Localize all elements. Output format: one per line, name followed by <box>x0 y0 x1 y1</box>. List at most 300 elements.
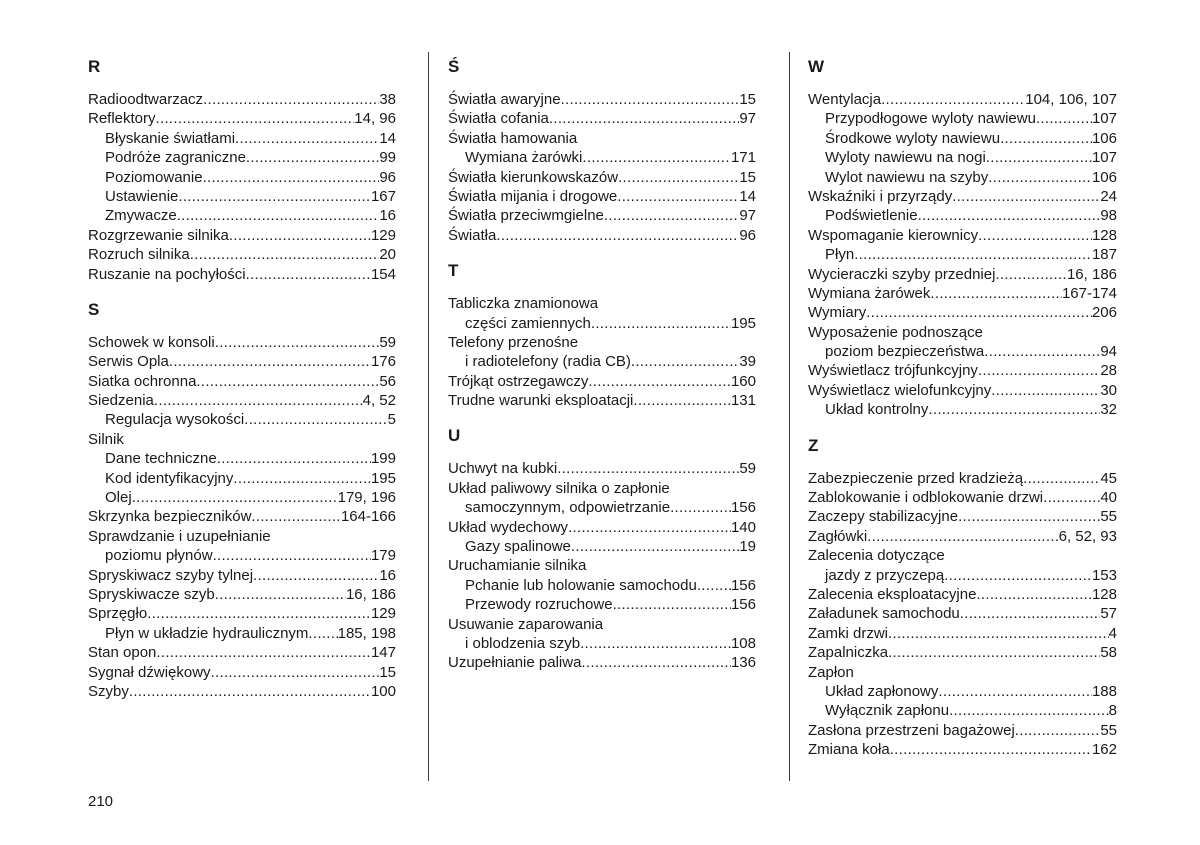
entry-page-ref: 5 <box>387 411 396 429</box>
entry-label: Światła cofania <box>448 110 549 128</box>
index-entry <box>808 721 1117 740</box>
entry-page-ref: 136 <box>730 654 756 672</box>
section-spacer <box>448 410 756 421</box>
entry-page-ref: 32 <box>1100 401 1117 419</box>
index-entry <box>808 90 1117 109</box>
entry-page-ref: 187 <box>1091 246 1117 264</box>
entry-label: Radioodtwarzacz <box>88 91 204 108</box>
dot-leader <box>571 537 739 556</box>
entry-page-ref: 106 <box>1091 129 1117 147</box>
entry-label: Światła awaryjne <box>448 91 561 108</box>
entry-page-ref: 6, 52, 93 <box>1058 527 1117 545</box>
index-entry <box>808 624 1117 643</box>
entry-page-ref: 58 <box>1100 644 1117 662</box>
dot-leader <box>888 643 1100 662</box>
entry-label: Gazy spalinowe <box>465 538 571 556</box>
entry-label: Trójkąt ostrzegawczy <box>448 372 589 390</box>
index-entry <box>448 90 756 109</box>
dot-leader <box>582 148 731 167</box>
dot-leader <box>229 226 371 245</box>
dot-leader <box>1043 488 1100 507</box>
entry-label: Zablokowanie i odblokowanie drzwi <box>808 489 1044 507</box>
entry-label: Zalecenia eksploatacyjne <box>808 585 977 603</box>
index-entry <box>88 90 396 109</box>
index-subentry <box>808 701 1117 720</box>
entry-label: Światła mijania i drogowe <box>448 187 618 205</box>
dot-leader <box>613 595 731 614</box>
index-entry <box>808 643 1117 662</box>
entry-page-ref: 100 <box>370 682 396 700</box>
index-entry <box>88 109 396 128</box>
entry-page-ref: 59 <box>379 333 396 351</box>
entry-page-ref: 160 <box>730 372 756 390</box>
index-entry <box>88 643 396 662</box>
dot-leader <box>568 518 731 537</box>
entry-page-ref: 128 <box>1091 226 1117 244</box>
dot-leader <box>549 109 739 128</box>
index-subentry <box>808 206 1117 225</box>
dot-leader <box>958 507 1100 526</box>
index-entry <box>88 682 396 701</box>
entry-page-ref: 14 <box>739 187 756 205</box>
entry-label: Kod identyfikacyjny <box>105 469 234 487</box>
index-entry: Zapłon <box>808 663 854 681</box>
dot-leader <box>203 168 380 187</box>
index-subentry <box>448 352 756 371</box>
index-subentry <box>808 168 1117 187</box>
dot-leader <box>1000 129 1092 148</box>
entry-page-ref: 20 <box>379 246 396 264</box>
index-entry <box>808 361 1117 380</box>
page-number: 210 <box>88 793 114 810</box>
entry-page-ref: 14, 96 <box>354 110 396 128</box>
entry-label: Spryskiwacze szyb <box>88 585 215 603</box>
entry-label: Serwis Opla <box>88 353 169 371</box>
index-column-2 <box>448 52 756 673</box>
entry-page-ref: 57 <box>1100 605 1117 623</box>
entry-page-ref: 140 <box>730 518 756 536</box>
entry-page-ref: 97 <box>739 207 756 225</box>
entry-page-ref: 154 <box>370 265 396 283</box>
dot-leader <box>995 265 1067 284</box>
entry-page-ref: 55 <box>1100 508 1117 526</box>
entry-label: Schowek w konsoli <box>88 333 215 351</box>
index-entry <box>448 653 756 672</box>
index-entry <box>88 391 396 410</box>
entry-label: Układ kontrolny <box>825 401 929 419</box>
dot-leader <box>866 303 1092 322</box>
entry-label: Zagłówki <box>808 527 868 545</box>
index-entry <box>808 507 1117 526</box>
index-subentry <box>808 245 1117 264</box>
index-subentry <box>448 314 756 333</box>
index-entry <box>808 303 1117 322</box>
entry-label: Pchanie lub holowanie samochodu <box>465 576 697 594</box>
entry-page-ref: 167-174 <box>1061 284 1117 302</box>
entry-page-ref: 195 <box>730 314 756 332</box>
entry-label: Zapalniczka <box>808 644 889 662</box>
index-subentry <box>448 537 756 556</box>
entry-page-ref: 147 <box>370 644 396 662</box>
entry-page-ref: 131 <box>730 392 756 410</box>
entry-label: Wyloty nawiewu na nogi <box>825 149 986 167</box>
entry-page-ref: 129 <box>370 605 396 623</box>
entry-page-ref: 19 <box>739 538 756 556</box>
index-entry: Sprawdzanie i uzupełnianie <box>88 527 271 545</box>
dot-leader <box>235 129 379 148</box>
dot-leader <box>949 701 1109 720</box>
index-entry <box>88 226 396 245</box>
dot-leader <box>215 333 380 352</box>
entry-label: Światła <box>448 226 497 244</box>
index-entry <box>88 372 396 391</box>
index-entry: Tabliczka znamionowa <box>448 295 599 313</box>
index-entry <box>448 109 756 128</box>
entry-label: części zamiennych <box>465 314 591 332</box>
entry-page-ref: 128 <box>1091 585 1117 603</box>
dot-leader <box>211 663 380 682</box>
index-subentry <box>88 168 396 187</box>
dot-leader <box>156 643 371 662</box>
entry-label: Szyby <box>88 682 129 700</box>
index-subentry <box>88 488 396 507</box>
index-subentry <box>88 449 396 468</box>
index-entry <box>448 206 756 225</box>
dot-leader <box>557 459 739 478</box>
entry-label: Światła przeciwmgielne <box>448 207 604 225</box>
dot-leader <box>217 449 371 468</box>
entry-page-ref: 16, 186 <box>345 585 396 603</box>
entry-label: Ruszanie na pochyłości <box>88 265 246 283</box>
index-subentry <box>88 129 396 148</box>
entry-label: Uzupełnianie paliwa <box>448 654 582 672</box>
dot-leader <box>697 576 731 595</box>
index-entry <box>88 265 396 284</box>
index-entry: Uruchamianie silnika <box>448 557 587 575</box>
entry-label: Reflektory <box>88 110 156 128</box>
index-entry <box>88 604 396 623</box>
entry-label: Podróże zagraniczne <box>105 149 246 167</box>
entry-label: Sprzęgło <box>88 605 148 623</box>
index-entry: Telefony przenośne <box>448 333 579 351</box>
entry-label: Ustawienie <box>105 187 179 205</box>
index-entry <box>448 187 756 206</box>
dot-leader <box>928 400 1100 419</box>
entry-label: Uchwyt na kubki <box>448 460 558 478</box>
dot-leader <box>952 187 1100 206</box>
entry-page-ref: 4, 52 <box>362 392 396 410</box>
entry-page-ref: 28 <box>1100 362 1117 380</box>
index-subentry <box>808 109 1117 128</box>
dot-leader <box>1023 469 1100 488</box>
dot-leader <box>591 314 731 333</box>
dot-leader <box>588 372 731 391</box>
dot-leader <box>978 226 1092 245</box>
index-entry: Zalecenia dotyczące <box>808 547 945 565</box>
index-entry <box>808 265 1117 284</box>
index-entry: Wyposażenie podnoszące <box>808 323 983 341</box>
dot-leader <box>147 604 371 623</box>
index-entry <box>88 566 396 585</box>
entry-page-ref: 96 <box>739 226 756 244</box>
entry-label: Światła kierunkowskazów <box>448 168 619 186</box>
entry-page-ref: 104, 106, 107 <box>1025 91 1117 108</box>
entry-page-ref: 16, 186 <box>1066 265 1117 283</box>
index-subentry <box>88 187 396 206</box>
entry-page-ref: 56 <box>379 372 396 390</box>
dot-leader <box>215 585 346 604</box>
entry-page-ref: 39 <box>739 353 756 371</box>
entry-label: i radiotelefony (radia CB) <box>465 353 631 371</box>
index-entry <box>448 372 756 391</box>
entry-page-ref: 16 <box>379 207 396 225</box>
dot-leader <box>581 653 731 672</box>
entry-label: Spryskiwacz szyby tylnej <box>88 566 254 584</box>
entry-label: Regulacja wysokości <box>105 411 245 429</box>
dot-leader <box>604 206 739 225</box>
entry-label: Siedzenia <box>88 392 154 410</box>
index-subentry <box>448 595 756 614</box>
entry-page-ref: 108 <box>730 634 756 652</box>
index-entry <box>88 585 396 604</box>
entry-label: Przypodłogowe wyloty nawiewu <box>825 110 1036 128</box>
dot-leader <box>938 682 1092 701</box>
entry-label: Olej <box>105 489 132 507</box>
entry-label: Zasłona przestrzeni bagażowej <box>808 721 1015 739</box>
dot-leader <box>308 624 337 643</box>
dot-leader <box>177 206 380 225</box>
dot-leader <box>918 206 1101 225</box>
column-divider <box>428 52 429 781</box>
entry-page-ref: 171 <box>730 149 756 167</box>
index-entry <box>88 245 396 264</box>
index-subentry <box>448 498 756 517</box>
dot-leader <box>1036 109 1092 128</box>
index-entry <box>808 187 1117 206</box>
index-entry <box>448 168 756 187</box>
index-entry <box>808 585 1117 604</box>
entry-label: Wylot nawiewu na szyby <box>825 168 989 186</box>
index-subentry <box>88 410 396 429</box>
entry-label: Załadunek samochodu <box>808 605 960 623</box>
index-subentry <box>88 546 396 565</box>
entry-label: Dane techniczne <box>105 450 217 468</box>
dot-leader <box>890 740 1092 759</box>
entry-label: Wymiana żarówki <box>465 149 583 167</box>
entry-page-ref: 179 <box>370 547 396 565</box>
section-spacer <box>448 245 756 256</box>
entry-label: jazdy z przyczepą <box>825 566 945 584</box>
section-spacer <box>88 284 396 295</box>
index-subentry <box>808 682 1117 701</box>
entry-page-ref: 15 <box>739 91 756 108</box>
index-entry <box>808 284 1117 303</box>
entry-page-ref: 153 <box>1091 566 1117 584</box>
entry-page-ref: 24 <box>1100 187 1117 205</box>
dot-leader <box>246 148 379 167</box>
entry-page-ref: 4 <box>1108 624 1117 642</box>
entry-label: Układ wydechowy <box>448 518 569 536</box>
dot-leader <box>631 352 739 371</box>
entry-label: Układ zapłonowy <box>825 682 939 700</box>
entry-page-ref: 97 <box>739 110 756 128</box>
index-subentry <box>88 624 396 643</box>
entry-label: Stan opon <box>88 644 157 662</box>
index-entry <box>448 518 756 537</box>
entry-page-ref: 55 <box>1100 721 1117 739</box>
entry-label: Wycieraczki szyby przedniej <box>808 265 996 283</box>
entry-label: Rozruch silnika <box>88 246 190 264</box>
entry-label: Trudne warunki eksploatacji <box>448 392 634 410</box>
entry-label: Skrzynka bezpieczników <box>88 508 252 526</box>
entry-label: samoczynnym, odpowietrzanie <box>465 499 671 517</box>
entry-page-ref: 98 <box>1100 207 1117 225</box>
dot-leader <box>867 527 1058 546</box>
dot-leader <box>944 566 1092 585</box>
dot-leader <box>881 90 1025 109</box>
index-entry <box>808 226 1117 245</box>
dot-leader <box>251 507 341 526</box>
dot-leader <box>253 566 379 585</box>
index-entry <box>88 663 396 682</box>
entry-page-ref: 8 <box>1108 702 1117 720</box>
entry-label: poziomu płynów <box>105 547 213 565</box>
entry-label: Zabezpieczenie przed kradzieżą <box>808 469 1024 487</box>
index-entry <box>88 333 396 352</box>
index-entry <box>808 604 1117 623</box>
entry-label: Błyskanie światłami <box>105 129 236 147</box>
entry-label: Wentylacja <box>808 91 882 108</box>
entry-page-ref: 96 <box>379 168 396 186</box>
entry-label: Wspomaganie kierownicy <box>808 226 979 244</box>
entry-page-ref: 16 <box>379 566 396 584</box>
entry-page-ref: 188 <box>1091 682 1117 700</box>
dot-leader <box>978 361 1100 380</box>
entry-label: Zamki drzwi <box>808 624 889 642</box>
dot-leader <box>986 148 1092 167</box>
entry-page-ref: 167 <box>370 187 396 205</box>
column-divider <box>789 52 790 781</box>
section-letter: U <box>448 426 461 446</box>
dot-leader <box>169 352 371 371</box>
index-column-1 <box>88 52 396 701</box>
index-entry <box>448 459 756 478</box>
entry-label: Siatka ochronna <box>88 372 197 390</box>
entry-page-ref: 195 <box>370 469 396 487</box>
index-subentry <box>808 129 1117 148</box>
entry-page-ref: 156 <box>730 596 756 614</box>
entry-label: Wyświetlacz trójfunkcyjny <box>808 362 978 380</box>
index-entry: Układ paliwowy silnika o zapłonie <box>448 479 670 497</box>
dot-leader <box>178 187 371 206</box>
index-entry <box>808 527 1117 546</box>
index-subentry <box>448 576 756 595</box>
index-entry: Silnik <box>88 430 124 448</box>
entry-label: Rozgrzewanie silnika <box>88 226 229 244</box>
entry-label: Płyn <box>825 246 855 264</box>
dot-leader <box>132 488 338 507</box>
entry-label: Wymiana żarówek <box>808 284 931 302</box>
entry-label: Wyłącznik zapłonu <box>825 702 950 720</box>
index-entry <box>88 352 396 371</box>
index-entry <box>448 226 756 245</box>
dot-leader <box>618 168 739 187</box>
dot-leader <box>670 498 731 517</box>
section-letter: S <box>88 299 100 319</box>
entry-page-ref: 15 <box>739 168 756 186</box>
section-letter: T <box>448 261 459 281</box>
dot-leader <box>129 682 371 701</box>
dot-leader <box>633 391 731 410</box>
entry-label: Poziomowanie <box>105 168 203 186</box>
entry-label: i oblodzenia szyb <box>465 634 581 652</box>
index-entry <box>808 381 1117 400</box>
entry-page-ref: 107 <box>1091 149 1117 167</box>
entry-page-ref: 45 <box>1100 469 1117 487</box>
dot-leader <box>246 265 371 284</box>
dot-leader <box>561 90 740 109</box>
entry-page-ref: 59 <box>739 460 756 478</box>
dot-leader <box>154 391 363 410</box>
section-letter: R <box>88 57 101 76</box>
dot-leader <box>156 109 355 128</box>
index-entry <box>88 507 396 526</box>
dot-leader <box>988 168 1092 187</box>
index-subentry <box>808 342 1117 361</box>
index-column-3 <box>808 52 1117 760</box>
entry-page-ref: 199 <box>370 450 396 468</box>
entry-page-ref: 40 <box>1100 489 1117 507</box>
section-letter: Ś <box>448 57 460 76</box>
dot-leader <box>203 90 379 109</box>
entry-label: Wyświetlacz wielofunkcyjny <box>808 381 992 399</box>
entry-page-ref: 162 <box>1091 741 1117 759</box>
dot-leader <box>1015 721 1101 740</box>
index-entry <box>808 469 1117 488</box>
dot-leader <box>233 469 371 488</box>
entry-label: Zmiana koła <box>808 741 890 759</box>
section-letter: W <box>808 57 825 76</box>
entry-label: Wskaźniki i przyrządy <box>808 187 953 205</box>
entry-page-ref: 179, 196 <box>337 489 396 507</box>
dot-leader <box>617 187 739 206</box>
index-subentry <box>88 206 396 225</box>
dot-leader <box>991 381 1100 400</box>
dot-leader <box>976 585 1092 604</box>
index-subentry <box>808 400 1117 419</box>
entry-label: Zmywacze <box>105 207 177 225</box>
entry-page-ref: 129 <box>370 226 396 244</box>
index-entry <box>448 391 756 410</box>
dot-leader <box>213 546 371 565</box>
index-entry: Światła hamowania <box>448 129 578 147</box>
entry-page-ref: 156 <box>730 576 756 594</box>
entry-label: Przewody rozruchowe <box>465 596 613 614</box>
index-subentry <box>88 469 396 488</box>
entry-label: Środkowe wyloty nawiewu <box>825 129 1001 147</box>
index-subentry <box>448 634 756 653</box>
index-entry <box>808 488 1117 507</box>
section-spacer <box>808 420 1117 431</box>
entry-label: poziom bezpieczeństwa <box>825 343 985 361</box>
dot-leader <box>854 245 1092 264</box>
dot-leader <box>930 284 1062 303</box>
index-subentry <box>88 148 396 167</box>
dot-leader <box>984 342 1100 361</box>
entry-page-ref: 14 <box>379 129 396 147</box>
entry-page-ref: 185, 198 <box>337 624 396 642</box>
entry-page-ref: 106 <box>1091 168 1117 186</box>
